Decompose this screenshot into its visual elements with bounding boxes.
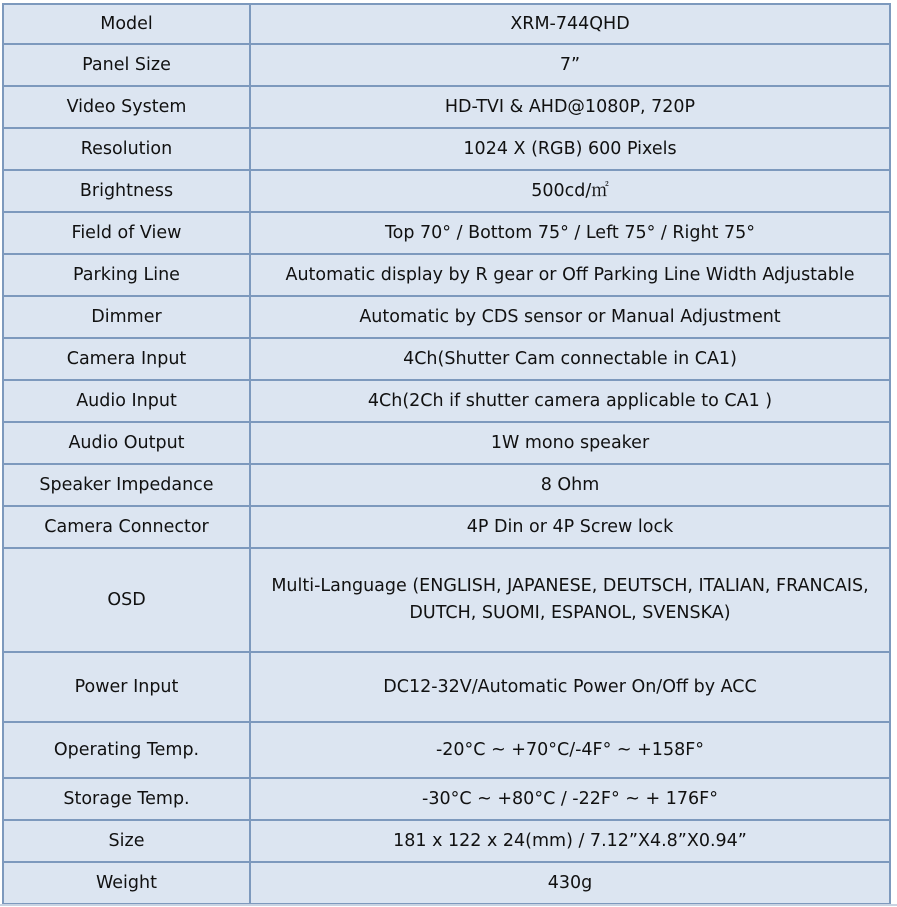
table-row <box>3 548 890 652</box>
row-label: Speaker Impedance <box>3 464 250 506</box>
row-value: XRM-744QHD <box>250 4 890 44</box>
row-value: 1W mono speaker <box>250 422 890 464</box>
row-label: Resolution <box>3 128 250 170</box>
table-row <box>3 212 890 254</box>
row-value: Automatic by CDS sensor or Manual Adjustment <box>250 296 890 338</box>
row-label: Weight <box>3 862 250 904</box>
row-value: 181 x 122 x 24(mm) / 7.12”X4.8”X0.94” <box>250 820 890 862</box>
row-value <box>250 548 890 652</box>
row-label: Parking Line <box>3 254 250 296</box>
table-row <box>3 296 890 338</box>
row-label: Camera Connector <box>3 506 250 548</box>
table-row <box>3 170 890 212</box>
row-value: 1024 X (RGB) 600 Pixels <box>250 128 890 170</box>
row-value-line: Multi-Language (ENGLISH, JAPANESE, DEUTSCH, ITALIAN, FRANCAIS, <box>271 576 869 596</box>
table-row <box>3 380 890 422</box>
spec-table <box>2 3 891 905</box>
row-label: Camera Input <box>3 338 250 380</box>
row-label: Power Input <box>3 652 250 722</box>
table-row <box>3 506 890 548</box>
table-row <box>3 86 890 128</box>
row-value: -30°C ~ +80°C / -22F° ~ + 176F° <box>250 778 890 820</box>
table-row <box>3 44 890 86</box>
table-row <box>3 422 890 464</box>
row-value: 7” <box>250 44 890 86</box>
table-row <box>3 820 890 862</box>
row-label: Panel Size <box>3 44 250 86</box>
table-row <box>3 338 890 380</box>
row-label: Video System <box>3 86 250 128</box>
row-label: OSD <box>3 548 250 652</box>
table-row <box>3 722 890 778</box>
row-value: 430g <box>250 862 890 904</box>
row-value: DC12-32V/Automatic Power On/Off by ACC <box>250 652 890 722</box>
table-row <box>3 778 890 820</box>
row-label: Audio Input <box>3 380 250 422</box>
row-label: Operating Temp. <box>3 722 250 778</box>
table-row <box>3 862 890 904</box>
row-value: Top 70° / Bottom 75° / Left 75° / Right 75° <box>250 212 890 254</box>
table-row <box>3 652 890 722</box>
row-label: Brightness <box>3 170 250 212</box>
row-value: 4Ch(Shutter Cam connectable in CA1) <box>250 338 890 380</box>
row-value: Automatic display by R gear or Off Parking Line Width Adjustable <box>250 254 890 296</box>
table-row <box>3 464 890 506</box>
table-row <box>3 254 890 296</box>
row-label: Storage Temp. <box>3 778 250 820</box>
row-value: -20°C ~ +70°C/-4F° ~ +158F° <box>250 722 890 778</box>
row-value: 4Ch(2Ch if shutter camera applicable to CA1 ) <box>250 380 890 422</box>
row-label: Audio Output <box>3 422 250 464</box>
row-value: 4P Din or 4P Screw lock <box>250 506 890 548</box>
row-value: HD-TVI & AHD@1080P, 720P <box>250 86 890 128</box>
bottom-divider <box>0 904 897 906</box>
table-row <box>3 128 890 170</box>
row-label: Field of View <box>3 212 250 254</box>
row-label: Size <box>3 820 250 862</box>
table-row <box>3 4 890 44</box>
row-value-line: DUTCH, SUOMI, ESPANOL, SVENSKA) <box>409 603 731 623</box>
row-value: 8 Ohm <box>250 464 890 506</box>
row-label: Model <box>3 4 250 44</box>
row-value: 500cd/㎡ <box>250 170 890 212</box>
row-label: Dimmer <box>3 296 250 338</box>
